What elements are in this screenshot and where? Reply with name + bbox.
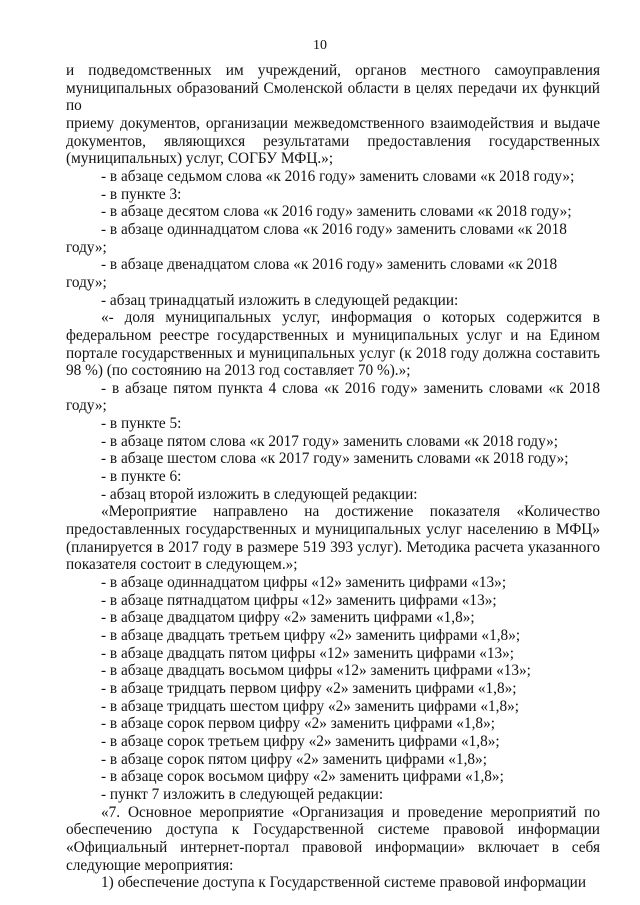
text-line: и подведомственных им учреждений, органов местного самоуправления (66, 62, 600, 79)
list-item: - в абзаце одиннадцатом слова «к 2016 году» заменить словами «к 2018 году»; (66, 220, 567, 256)
list-item: - в абзаце седьмом слова «к 2016 году» заменить словами «к 2018 году»; (101, 167, 575, 185)
list-item: - в абзаце сорок восьмом цифру «2» заменить цифрами «1,8»; (101, 768, 504, 786)
list-item: - в абзаце тридцать первом цифру «2» заменить цифрами «1,8»; (101, 679, 517, 697)
page-number: 10 (313, 38, 327, 53)
list-item: - абзац второй изложить в следующей редакции: (101, 485, 418, 503)
list-item: - в абзаце сорок первом цифру «2» заменить цифрами «1,8»; (101, 715, 495, 733)
text-line: приему документов, организации межведомственного взаимодействия и выдаче (66, 114, 600, 132)
list-item: - в пункте 3: (101, 185, 182, 203)
list-item: - абзац тринадцатый изложить в следующей редакции: (101, 291, 459, 309)
list-item: - в абзаце тридцать шестом цифру «2» заменить цифрами «1,8»; (101, 697, 520, 715)
quoted-paragraph: «- доля муниципальных услуг, информация о которых содержится в федеральном реестре государственных и муниципальных услуг и на Едином портале государственных и муниципальных услуг (к 2018 году должна составить 98 %) (по состоянию на 2013 год составляет 70 %).»; (66, 309, 600, 380)
list-item: - в пункте 6: (101, 468, 182, 486)
list-item: - в абзаце двенадцатом слова «к 2016 году» заменить словами «к 2018 году»; (66, 256, 558, 291)
list-item: - в абзаце пятом пункта 4 слова «к 2016 году» заменить словами «к 2018 году»; (66, 379, 600, 415)
list-item: - в абзаце одиннадцатом цифры «12» заменить цифрами «13»; (101, 574, 507, 592)
list-item: - в абзаце двадцать восьмом цифры «12» заменить цифрами «13»; (101, 662, 531, 680)
list-item: - в абзаце шестом слова «к 2017 году» заменить словами «к 2018 году»; (101, 450, 569, 468)
text-line: (муниципальных) услуг, СОГБУ МФЦ.»; (66, 150, 334, 168)
text-line: муниципальных образований Смоленской области в целях передачи их функций по (66, 79, 600, 115)
list-item: - в абзаце пятом слова «к 2017 году» заменить словами «к 2018 году»; (101, 432, 559, 450)
list-item: - в пункте 5: (101, 415, 182, 433)
list-item: - в абзаце сорок третьем цифру «2» заменить цифрами «1,8»; (101, 732, 500, 750)
quoted-paragraph: «7. Основное мероприятие «Организация и проведение мероприятий по обеспечению доступа к Государственной системе правовой информации «Официальный интернет-портал правовой информации» включает в себя следующие мероприятия: (66, 803, 600, 874)
list-item: - в абзаце пятнадцатом цифры «12» заменить цифрами «13»; (101, 591, 497, 609)
document-body (66, 62, 600, 892)
list-item: - в абзаце двадцать пятом цифры «12» заменить цифрами «13»; (101, 644, 515, 662)
quoted-paragraph: «Мероприятие направлено на достижение показателя «Количество предоставленных государственных и муниципальных услуг населению в МФЦ» (планируется в 2017 году в размере 519 393 услуг). Методика расчета указанного показателя состоит в следующем.»; (66, 503, 600, 574)
list-item: - в абзаце сорок пятом цифру «2» заменить цифрами «1,8»; (101, 750, 487, 768)
list-item: - в абзаце двадцать третьем цифру «2» заменить цифрами «1,8»; (101, 627, 521, 644)
list-item: 1) обеспечение доступа к Государственной системе правовой информации (101, 874, 587, 892)
list-item: - в абзаце двадцатом цифру «2» заменить цифрами «1,8»; (101, 609, 475, 627)
list-item: - пункт 7 изложить в следующей редакции: (101, 785, 384, 803)
list-item: - в абзаце десятом слова «к 2016 году» заменить словами «к 2018 году»; (101, 203, 572, 221)
text-line: документов, являющихся результатами предоставления государственных (66, 132, 600, 150)
